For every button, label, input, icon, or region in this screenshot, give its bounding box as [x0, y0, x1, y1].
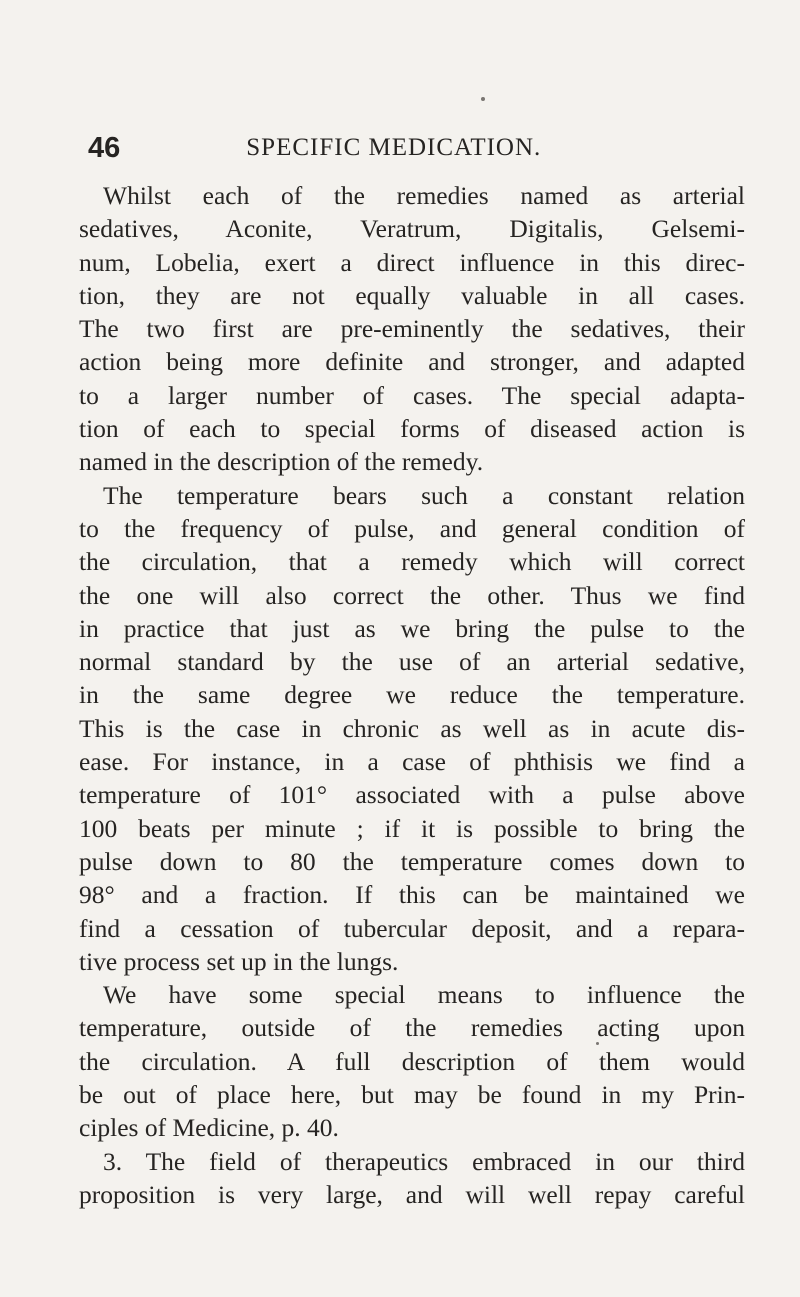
- text-line: in the same degree we reduce the temperature.: [79, 680, 745, 710]
- text-line: action being more definite and stronger, and adapted: [79, 347, 745, 377]
- running-head: SPECIFIC MEDICATION.: [246, 134, 542, 161]
- text-line: in practice that just as we bring the pulse to the: [79, 613, 745, 643]
- text-line: the circulation. A full description of them would: [79, 1046, 745, 1076]
- text-line: 3. The field of therapeutics embraced in our third: [103, 1146, 745, 1176]
- text-line: Whilst each of the remedies named as arterial: [103, 181, 745, 210]
- text-line: normal standard by the use of an arterial sedative,: [79, 647, 745, 677]
- text-line: to the frequency of pulse, and general condition of: [79, 513, 745, 543]
- text-line: the circulation, that a remedy which will correct: [79, 547, 745, 577]
- text-line: We have some special means to influence the: [103, 980, 745, 1010]
- text-line: The temperature bears such a constant relation: [103, 480, 745, 510]
- text-line: the one will also correct the other. Thus we find: [79, 580, 745, 610]
- text-line: temperature of 101° associated with a pulse above: [79, 780, 745, 810]
- text-line: to a larger number of cases. The special adapta-: [79, 380, 745, 410]
- text-line: ease. For instance, in a case of phthisis we find a: [79, 747, 745, 777]
- text-line: tion of each to special forms of diseased action is: [79, 414, 745, 444]
- text-line: proposition is very large, and will well repay careful: [79, 1179, 745, 1209]
- print-speck: [481, 97, 485, 101]
- text-line: sedatives, Aconite, Veratrum, Digitalis, Gelsemi-: [79, 214, 745, 244]
- text-line: temperature, outside of the remedies acting upon: [79, 1013, 745, 1043]
- text-line: num, Lobelia, exert a direct influence in this direc-: [79, 247, 745, 277]
- text-line: tion, they are not equally valuable in all cases.: [79, 280, 745, 310]
- text-line: 100 beats per minute ; if it is possible to bring the: [79, 813, 745, 843]
- text-line: tive process set up in the lungs.: [79, 946, 399, 976]
- text-line: This is the case in chronic as well as in acute dis-: [79, 713, 745, 743]
- page-number: 46: [88, 131, 121, 164]
- text-line: ciples of Medicine, p. 40.: [79, 1113, 339, 1143]
- page-header: [88, 128, 728, 168]
- text-line: The two first are pre-eminently the sedatives, their: [79, 314, 745, 344]
- text-line: named in the description of the remedy.: [79, 447, 484, 477]
- text-line: 98° and a fraction. If this can be maintained we: [79, 880, 745, 910]
- text-line: be out of place here, but may be found in my Prin-: [79, 1080, 745, 1110]
- text-line: pulse down to 80 the temperature comes down to: [79, 846, 745, 876]
- body-text: [79, 179, 745, 1211]
- text-line: find a cessation of tubercular deposit, and a repara-: [79, 913, 745, 943]
